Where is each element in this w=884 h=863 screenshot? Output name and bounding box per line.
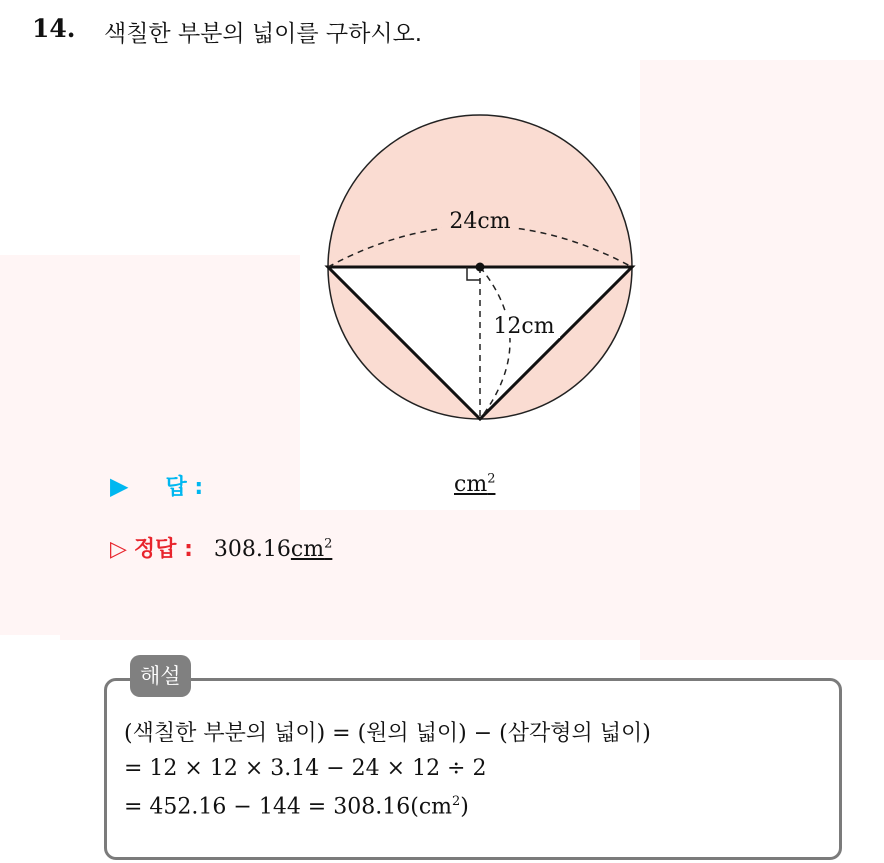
height-label: 12cm bbox=[493, 314, 555, 339]
correct-value: 308.16 bbox=[213, 537, 291, 562]
answer-blank[interactable] bbox=[454, 472, 495, 497]
correct-unit: $cm^2$ bbox=[290, 536, 333, 562]
question-number: 14. bbox=[32, 14, 76, 43]
background-tint bbox=[60, 510, 760, 640]
explanation-line-1: (색칠한 부분의 넓이) = (원의 넓이) − (삼각형의 넓이) bbox=[124, 721, 651, 746]
explanation-line-2: = 12 × 12 × 3.14 − 24 × 12 ÷ 2 bbox=[124, 756, 487, 781]
diameter-label: 24cm bbox=[449, 209, 511, 234]
correct-answer-row bbox=[110, 532, 332, 563]
outline-arrow-icon: ▷ bbox=[110, 537, 127, 562]
explanation-tag: 해설 bbox=[130, 655, 191, 697]
circle-figure bbox=[300, 100, 660, 440]
answer-label: 답 : bbox=[165, 475, 204, 500]
explanation-line-3: = $452.16 - 144 = 308.16(cm^2)$ bbox=[124, 794, 469, 820]
correct-label: 정답 : bbox=[133, 537, 193, 562]
center-dot bbox=[476, 263, 485, 272]
answer-row bbox=[110, 470, 203, 501]
question-text: 색칠한 부분의 넓이를 구하시오. bbox=[104, 21, 423, 47]
answer-unit: $cm^2$ bbox=[454, 472, 496, 498]
play-arrow-icon: ▶ bbox=[110, 472, 129, 500]
